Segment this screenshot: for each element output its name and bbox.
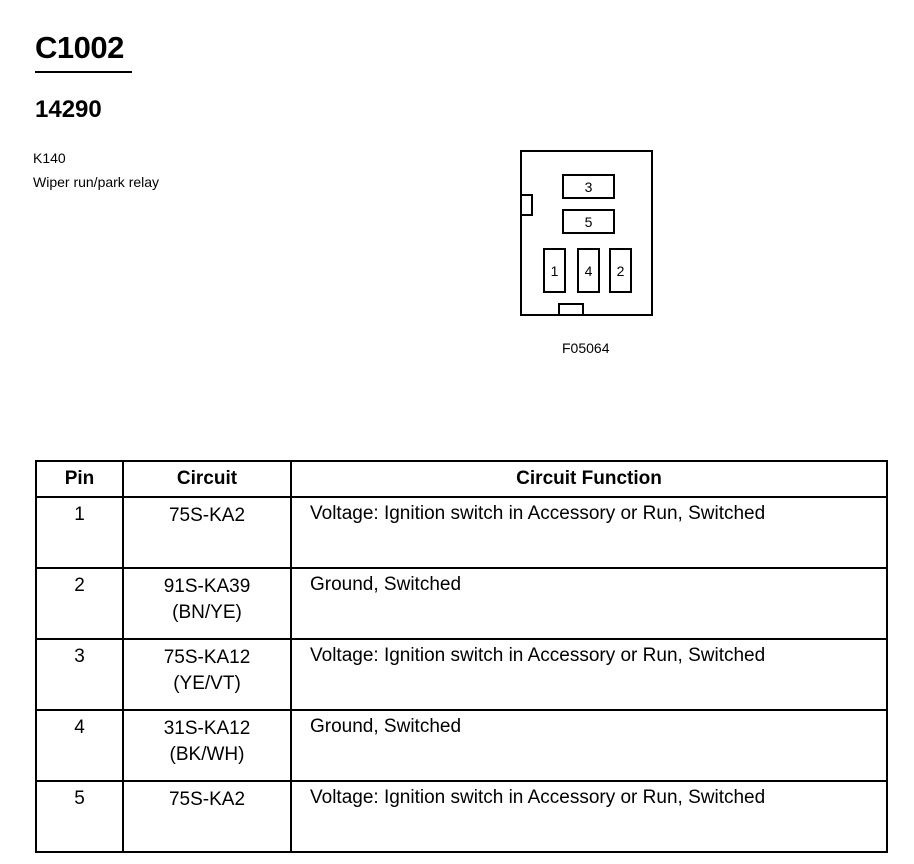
- table-row: [36, 781, 887, 852]
- cavity-label: 5: [584, 213, 593, 230]
- circuit-function: Voltage: Ignition switch in Accessory or Run, Switched: [291, 497, 887, 568]
- circuit-cell: [123, 639, 291, 710]
- circuit-color: (BN/YE): [172, 602, 242, 623]
- cavity-label: 3: [584, 178, 593, 195]
- cavity-label: 1: [550, 262, 559, 279]
- circuit-code: 75S-KA2: [168, 505, 246, 526]
- pin-number: 5: [36, 781, 123, 852]
- table-row: [36, 497, 887, 568]
- pin-number: 1: [36, 497, 123, 568]
- pin-table: [35, 460, 888, 853]
- circuit-color: (YE/VT): [173, 673, 241, 694]
- connector-face-diagram: [520, 150, 653, 316]
- circuit-cell: [123, 497, 291, 568]
- circuit-function: Ground, Switched: [291, 568, 887, 639]
- circuit-code: 75S-KA12: [163, 647, 251, 668]
- figure-id: F05064: [562, 340, 610, 356]
- component-description: Wiper run/park relay: [33, 174, 160, 190]
- header-circuit: Circuit: [123, 461, 291, 497]
- cavity-3: [562, 174, 615, 199]
- circuit-cell: [123, 710, 291, 781]
- part-number: 14290: [35, 96, 102, 123]
- table-row: [36, 568, 887, 639]
- connector-id-underline: [35, 71, 132, 73]
- connector-key-tab: [558, 303, 584, 316]
- circuit-cell: [123, 781, 291, 852]
- circuit-function: Voltage: Ignition switch in Accessory or Run, Switched: [291, 781, 887, 852]
- cavity-label: 2: [616, 262, 625, 279]
- cavity-label: 4: [584, 262, 593, 279]
- circuit-color: (BK/WH): [169, 744, 245, 765]
- connector-latch: [520, 194, 533, 216]
- cavity-2: [609, 248, 632, 293]
- table-row: [36, 639, 887, 710]
- circuit-code: 91S-KA39: [163, 576, 251, 597]
- circuit-code: 31S-KA12: [163, 718, 251, 739]
- circuit-function: Ground, Switched: [291, 710, 887, 781]
- header-circuit-function: Circuit Function: [291, 461, 887, 497]
- pin-number: 2: [36, 568, 123, 639]
- cavity-4: [577, 248, 600, 293]
- circuit-function: Voltage: Ignition switch in Accessory or Run, Switched: [291, 639, 887, 710]
- circuit-code: 75S-KA2: [168, 789, 246, 810]
- cavity-1: [543, 248, 566, 293]
- circuit-cell: [123, 568, 291, 639]
- component-code: K140: [33, 150, 66, 166]
- cavity-5: [562, 209, 615, 234]
- connector-id: C1002: [35, 30, 124, 65]
- table-header-row: [36, 461, 887, 497]
- pin-number: 4: [36, 710, 123, 781]
- table-row: [36, 710, 887, 781]
- header-pin: Pin: [36, 461, 123, 497]
- pin-number: 3: [36, 639, 123, 710]
